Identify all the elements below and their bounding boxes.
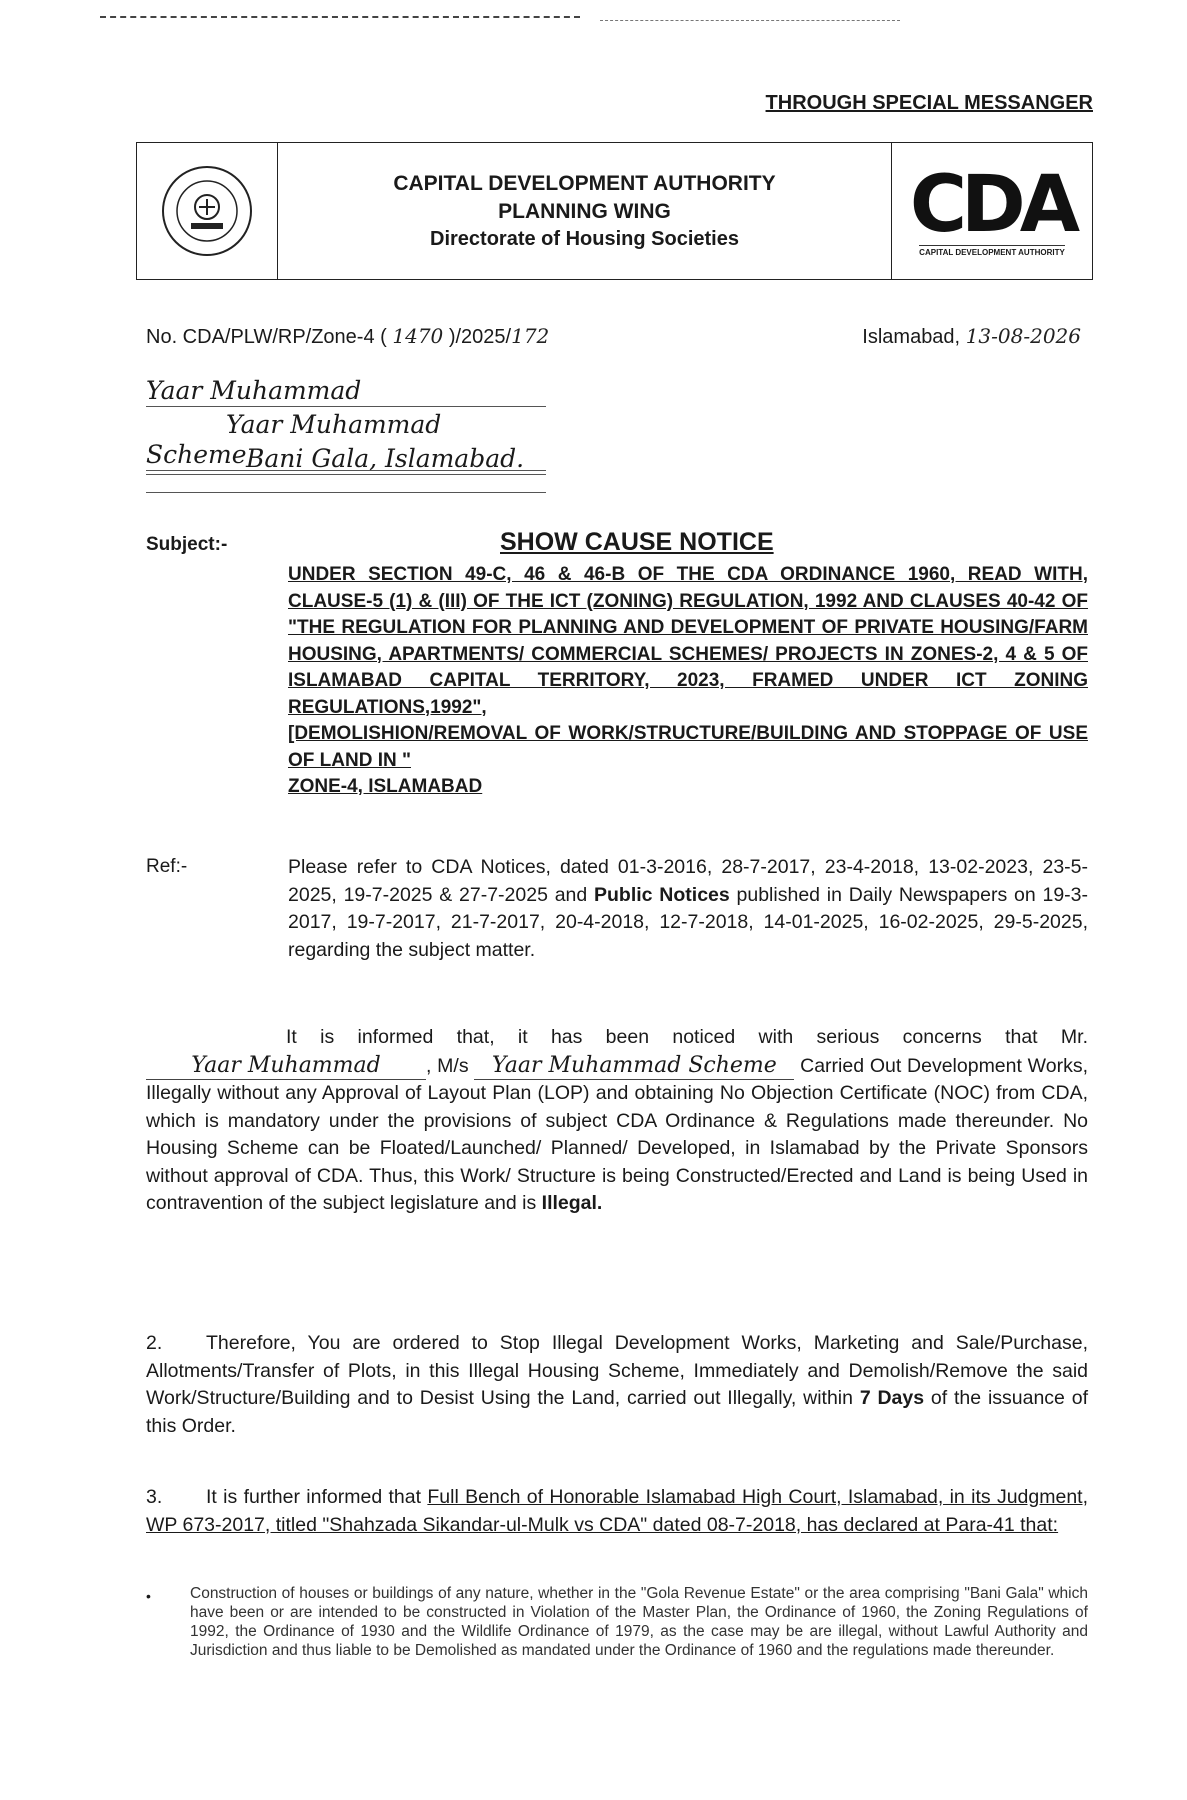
cda-logo <box>891 143 1092 279</box>
paragraph-2 <box>146 1330 1088 1440</box>
paragraph-3 <box>146 1484 1088 1539</box>
reference-suffix: )/2025/ <box>448 326 512 348</box>
addressee-line-4 <box>146 478 546 493</box>
top-scan-rule-2 <box>600 20 900 21</box>
subject-zone-line: ZONE-4, ISLAMABAD <box>288 776 483 797</box>
reference-handwritten-number: 1470 <box>392 324 444 348</box>
ref-text-a: Please refer to CDA Notices, dated 01-3-2016, 28-7-2017, 23-4-2018, 13-02-2023, 23-5-2025, 19-7-2025 & 27-7-2025 and <box>288 856 1088 906</box>
ref-text-b: published in Daily Newspapers on 19-3-2017, 19-7-2017, 21-7-2017, 20-4-2018, 12-7-2018, 14-01-2025, 16-02-2025, 29-5-2025, regarding the subject matter. <box>288 883 1088 961</box>
quote-bullet: • <box>146 1588 151 1604</box>
subject-text: UNDER SECTION 49-C, 46 & 46-B OF THE CDA ORDINANCE 1960, READ WITH, CLAUSE-5 (1) & (III) OF THE ICT (ZONING) REGULATION, 1992 AND CLAUSES 40-42 OF "THE REGULATION FOR PLANNING AND DEVELOPMENT OF PRIVATE HOUSING/FARM HOUSING, APARTMENTS/ COMMERCIAL SCHEMES/ PROJECTS IN ZONES-2, 4 & 5 OF ISLAMABAD CAPITAL TERRITORY, 2023, FRAMED UNDER ICT ZONING REGULATIONS,1992", <box>288 564 1088 718</box>
mr-name-field: Yaar Muhammad <box>146 1052 426 1081</box>
addressee-location: Bani Gala, Islamabad. <box>246 444 525 473</box>
date: 13-08-2026 <box>965 324 1081 348</box>
org-name: CAPITAL DEVELOPMENT AUTHORITY <box>393 171 776 195</box>
addressee-line-3 <box>146 444 546 475</box>
cda-logo-caption: CAPITAL DEVELOPMENT AUTHORITY <box>919 245 1065 257</box>
paragraph-1 <box>146 1024 1088 1218</box>
para3-number: 3. <box>146 1486 163 1508</box>
ms-label: , M/s <box>426 1054 469 1077</box>
para1-lead: It is informed that, it has been noticed with serious concerns that <box>286 1026 1038 1048</box>
para2-days: 7 Days <box>859 1387 925 1409</box>
reference-handwritten-suffix: 172 <box>511 324 550 348</box>
notice-title: SHOW CAUSE NOTICE <box>500 528 774 556</box>
place-date <box>862 324 1081 349</box>
wing-name: PLANNING WING <box>498 199 671 223</box>
delivery-note: THROUGH SPECIAL MESSANGER <box>765 92 1093 114</box>
ms-name-field: Yaar Muhammad Scheme <box>474 1052 794 1081</box>
ref-paragraph <box>288 854 1088 964</box>
subject-body <box>288 562 1088 801</box>
cda-seal-cell <box>137 143 278 279</box>
letterhead-titles <box>278 143 891 279</box>
para1-illegal: Illegal. <box>541 1192 603 1214</box>
para3-judgment: Full Bench of Honorable Islamabad High Court, Islamabad, in its Judgment, WP 673-2017, titled "Shahzada Sikandar-ul-Mulk vs CDA" dated 08-7-2018, has declared at Para-41 that: <box>146 1486 1089 1536</box>
addressee-line-1 <box>146 376 546 407</box>
reference-number <box>146 324 549 349</box>
para2-number: 2. <box>146 1332 163 1354</box>
para3-text-a: It is further informed that <box>206 1486 428 1508</box>
para1-body: Carried Out Development Works, Illegally without any Approval of Layout Plan (LOP) and obtaining No Objection Certificate (NOC) from CDA, which is mandatory under the provisions of subject CDA Ordinance & Regulations made thereunder. No Housing Scheme can be Floated/Launched/ Planned/ Developed, in Islamabad by the Private Sponsors without approval of CDA. Thus, this Work/ Structure is being Constructed/Erected and Land is being Used in contravention of the subject legislature and is <box>146 1054 1088 1214</box>
top-scan-rule <box>100 16 580 18</box>
para2-text-b: of the issuance of this Order. <box>146 1387 1088 1437</box>
place: Islamabad, <box>862 326 961 348</box>
subject-demolition-line: [DEMOLISHION/REMOVAL OF WORK/STRUCTURE/BUILDING AND STOPPAGE OF USE OF LAND IN " <box>288 723 1088 771</box>
directorate-name: Directorate of Housing Societies <box>430 227 739 250</box>
ref-label: Ref:- <box>146 856 188 877</box>
addressee-name: Yaar Muhammad <box>146 376 362 405</box>
letterhead <box>136 142 1093 280</box>
subject-label: Subject:- <box>146 534 228 555</box>
reference-prefix: No. CDA/PLW/RP/Zone-4 ( <box>146 326 387 348</box>
mr-label: Mr. <box>1060 1026 1088 1048</box>
judgment-quote: Construction of houses or buildings of any nature, whether in the "Gola Revenue Estate" or the area comprising "Bani Gala" which have been or are intended to be constructed in Violation of the Master Plan, the Ordinance of 1960, the Zoning Regulations of 1992, the Ordinance of 1930 and the Wildlife Ordinance of 1979, as the case may be are illegal, without Lawful Authority and Jurisdiction and thus liable to be Demolished as mandated under the Ordinance of 1960 and the regulations made thereunder. <box>190 1585 1088 1659</box>
addressee-scheme: Yaar Muhammad Scheme <box>146 410 442 469</box>
cda-logo-text: CDA <box>909 160 1075 250</box>
para2-text-a: Therefore, You are ordered to Stop Illegal Development Works, Marketing and Sale/Purchase, Allotments/Transfer of Plots, in this Illegal Housing Scheme, Immediately and Demolish/Remove the said Work/Structure/Building and to Desist Using the Land, carried out Illegally, within <box>146 1332 1088 1409</box>
ref-public-notices: Public Notices <box>594 883 730 906</box>
cda-seal-icon <box>157 161 257 261</box>
